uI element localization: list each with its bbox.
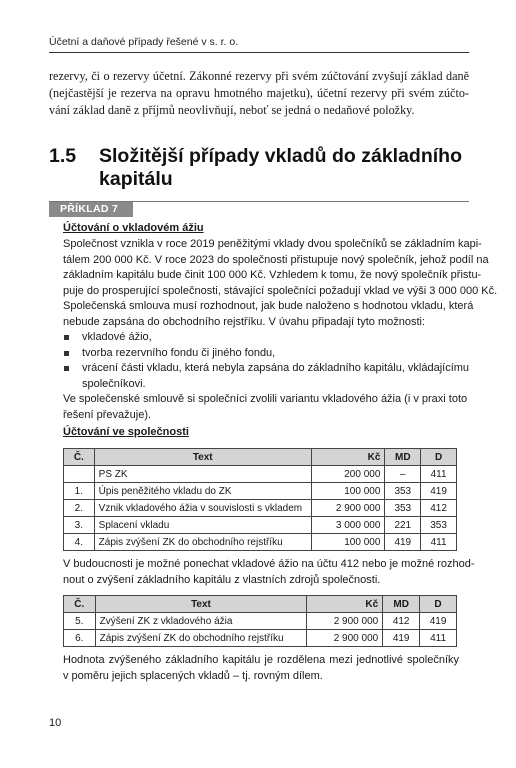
cell-amount: 2 900 000 (307, 630, 383, 647)
example-badge-bar (49, 201, 469, 217)
header-rule (49, 52, 469, 53)
col-header-amount: Kč (311, 449, 385, 466)
example-line-3: základním kapitálu bude činit 100 000 Kč. Vzhledem k tomu, že nový společník přistu- (63, 269, 482, 281)
table-row (64, 534, 457, 551)
choice-line-2: řešení převažuje). (63, 408, 152, 421)
cell-debit: – (385, 466, 421, 483)
square-bullet-icon (64, 335, 69, 340)
future-line-2: nout o zvýšení základního kapitálu z vlastních zdrojů společnosti. (63, 573, 381, 586)
intro-line-2: (nejčastější je rezerva na opravu hmotného majetku), účetní rezervy při svém zúčto- (49, 86, 469, 100)
table-header-row (64, 596, 457, 613)
col-header-text: Text (94, 449, 311, 466)
list-item (63, 346, 459, 362)
accounting-table-1 (63, 448, 457, 551)
cell-credit: 419 (421, 483, 457, 500)
example-paragraph (63, 237, 498, 330)
col-header-no: Č. (64, 596, 96, 613)
cell-text: Zápis zvýšení ZK do obchodního rejstříku (94, 534, 311, 551)
company-accounting-heading: Účtování ve společnosti (63, 426, 189, 438)
cell-debit: 353 (385, 483, 421, 500)
col-header-amount: Kč (307, 596, 383, 613)
col-header-debit: MD (383, 596, 420, 613)
cell-credit: 412 (421, 500, 457, 517)
cell-credit: 411 (420, 630, 457, 647)
cell-amount: 100 000 (311, 534, 385, 551)
list-item (63, 361, 470, 392)
col-header-credit: D (421, 449, 457, 466)
cell-text: Splacení vkladu (94, 517, 311, 534)
example-line-4: puje do prosperující společnosti, stávající společníci požadují vklad ve výši 3 000 000 Kč. (63, 284, 498, 297)
col-header-credit: D (420, 596, 457, 613)
cell-credit: 419 (420, 613, 457, 630)
cell-text: Zvýšení ZK z vkladového ážia (95, 613, 307, 630)
cell-amount: 2 900 000 (307, 613, 383, 630)
closing-line-2: v poměru jejich splacených vkladů – tj. rovným dílem. (63, 669, 323, 682)
list-item (63, 330, 459, 346)
cell-credit: 353 (421, 517, 457, 534)
list-item-line: vkladové ážio, (82, 331, 152, 343)
future-line-1: V budoucnosti je možné ponechat vkladové ážio na účtu 412 nebo je možné rozhod- (63, 558, 475, 570)
cell-amount: 100 000 (311, 483, 385, 500)
accounting-table-2 (63, 595, 457, 647)
col-header-no: Č. (64, 449, 95, 466)
cell-credit: 411 (421, 466, 457, 483)
table-row (64, 613, 457, 630)
table-row (64, 517, 457, 534)
cell-debit: 419 (383, 630, 420, 647)
cell-amount: 2 900 000 (311, 500, 385, 517)
cell-no: 4. (64, 534, 95, 551)
col-header-text: Text (95, 596, 307, 613)
cell-no (64, 466, 95, 483)
closing-line-1: Hodnota zvýšeného základního kapitálu je rozdělena mezi jednotlivé společníky (63, 654, 459, 666)
section-title: Složitější případy vkladů do základního kapitálu (99, 145, 462, 190)
intro-line-1: rezervy, či o rezervy účetní. Zákonné rezervy při svém zúčtování zvyšují základ daně (49, 69, 469, 83)
cell-debit: 221 (385, 517, 421, 534)
col-header-debit: MD (385, 449, 421, 466)
table-row (64, 500, 457, 517)
section-number: 1.5 (49, 145, 77, 167)
example-line-2: tálem 200 000 Kč. V roce 2023 do společnosti přistupuje nový společník, jehož podíl na (63, 253, 489, 266)
page-number: 10 (49, 717, 62, 729)
list-item-line: společníkovi. (82, 377, 146, 390)
cell-no: 1. (64, 483, 95, 500)
cell-text: Vznik vkladového ážia v souvislosti s vkladem (94, 500, 311, 517)
list-item-line: vrácení části vkladu, která nebyla zapsána do základního kapitálu, vkládajícímu (82, 362, 470, 374)
example-subheading: Účtování o vkladovém ážiu (63, 222, 204, 234)
running-header: Účetní a daňové případy řešené v s. r. o. (49, 36, 239, 48)
square-bullet-icon (64, 351, 69, 356)
cell-debit: 412 (383, 613, 420, 630)
example-badge: PŘÍKLAD 7 (49, 202, 133, 217)
future-paragraph (63, 557, 475, 588)
table-row (64, 466, 457, 483)
table-row (64, 630, 457, 647)
intro-paragraph (49, 68, 469, 119)
cell-debit: 353 (385, 500, 421, 517)
cell-amount: 200 000 (311, 466, 385, 483)
cell-credit: 411 (421, 534, 457, 551)
cell-text: Úpis peněžitého vkladu do ZK (94, 483, 311, 500)
cell-no: 5. (64, 613, 96, 630)
cell-amount: 3 000 000 (311, 517, 385, 534)
choice-paragraph (63, 392, 468, 423)
cell-text: PS ZK (94, 466, 311, 483)
list-item-line: tvorba rezervního fondu či jiného fondu, (82, 346, 276, 359)
table-row (64, 483, 457, 500)
options-list (63, 330, 470, 392)
choice-line-1: Ve společenské smlouvě si společníci zvolili variantu vkladového ážia (i v praxi toto (63, 393, 468, 405)
cell-no: 2. (64, 500, 95, 517)
example-line-6: nebude zapsána do obchodního rejstříku. V úvahu připadají tyto možnosti: (63, 315, 426, 328)
cell-text: Zápis zvýšení ZK do obchodního rejstříku (95, 630, 307, 647)
cell-debit: 419 (385, 534, 421, 551)
square-bullet-icon (64, 366, 69, 371)
closing-paragraph (63, 653, 459, 684)
cell-no: 6. (64, 630, 96, 647)
intro-line-3: vání základ daně z příjmů neovlivňují, neboť se jedná o nedaňové položky. (49, 103, 415, 117)
example-line-1: Společnost vznikla v roce 2019 peněžitými vklady dvou společníků se základním kapi- (63, 238, 482, 250)
example-line-5: Společenská smlouva musí rozhodnout, jak bude naloženo s hodnotou vkladu, která (63, 300, 474, 312)
cell-no: 3. (64, 517, 95, 534)
table-header-row (64, 449, 457, 466)
